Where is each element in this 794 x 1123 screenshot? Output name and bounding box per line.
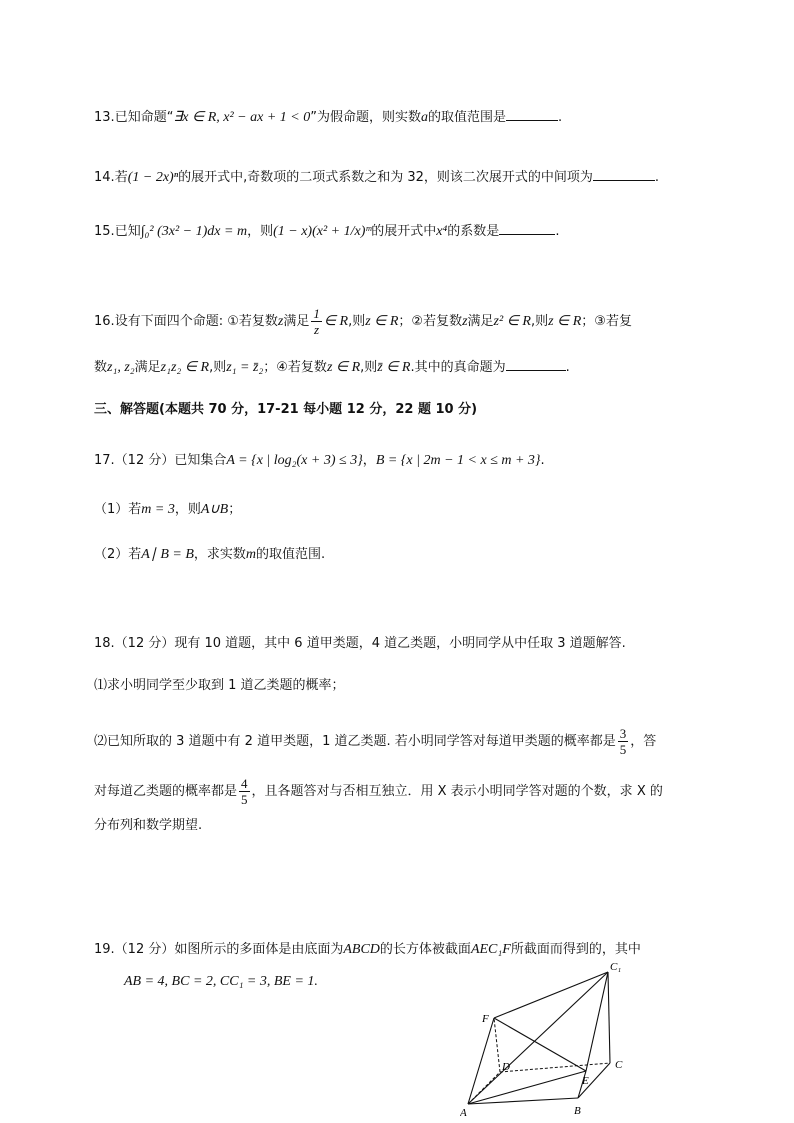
q15-number: 15. (94, 224, 115, 239)
answer-blank (506, 106, 558, 121)
q16-z1z2: z₁, z₂ (107, 360, 135, 375)
question-13 (94, 106, 562, 128)
hidden-edge-df (494, 1018, 500, 1072)
q13-end: . (557, 110, 563, 125)
q16-eq: z₁ = z̄₂ (226, 360, 264, 375)
q15-var: x⁴ (436, 224, 448, 239)
q16-sat2: 满足 (134, 360, 161, 375)
q16-p3: ；③若复 (581, 314, 632, 329)
q15-post: 的展开式中 (371, 224, 437, 239)
q17-p1-end: ； (228, 502, 242, 517)
label-f: F (482, 1013, 489, 1025)
q18-part-1: ⑴求小明同学至少取到 1 道乙类题的概率； (94, 678, 345, 693)
edge-cc1 (608, 972, 610, 1063)
q16-z: z (277, 314, 284, 329)
q15-end: . (555, 224, 560, 239)
q19-head: 19.（12 分）如图所示的多面体是由底面为 (94, 942, 344, 957)
q17-p1-union: A∪B (200, 502, 229, 517)
q17-part-1 (94, 500, 241, 520)
q17-p1-text: ，则 (174, 502, 201, 517)
q15-integral: ∫₀² (3x² − 1)dx = m (140, 224, 248, 239)
q16-sat: 满足 (467, 314, 494, 329)
question-16-cont (94, 356, 570, 378)
q17-p2-text: ，求实数 (193, 547, 246, 562)
edge-ec1 (586, 972, 608, 1071)
q17-part-2 (94, 545, 325, 565)
q16-number: 16. (94, 314, 115, 329)
q16-l2-pre: 数 (94, 360, 108, 375)
question-16 (94, 306, 632, 337)
q18-frac-3-5: $\frac{3}{5}$ (619, 726, 627, 757)
q16-tail: .其中的真命题为 (410, 360, 506, 375)
q16-z-in-r-2: z ∈ R (548, 314, 582, 329)
q18-part-2-end: 分布列和数学期望. (94, 818, 203, 833)
q16-zbar: z̄ ∈ R (377, 360, 411, 375)
question-19 (94, 940, 641, 960)
q17-end: . (540, 453, 545, 468)
question-15 (94, 220, 559, 242)
q15-expr: (1 − x)(x² + 1/x)ᵐ (273, 224, 372, 239)
q17-p2-label: （2）若 (94, 547, 142, 562)
q13-post: ”为假命题，则实数 (310, 110, 421, 125)
q13-pre: 已知命题“ (114, 110, 174, 125)
label-d: D (502, 1061, 510, 1073)
q16-then2: ,则 (530, 314, 549, 329)
q16-then3: ,则 (209, 360, 227, 375)
section-heading: 三、解答题(本题共 70 分，17-21 每小题 12 分，22 题 10 分) (94, 402, 478, 417)
q19-abcd: ABCD (343, 942, 380, 957)
question-17 (94, 451, 545, 471)
q16-z-in-r: z ∈ R (365, 314, 399, 329)
q18-p2c-text: 对每道乙类题的概率都是 (94, 784, 238, 799)
q16-zr: z ∈ R (326, 360, 361, 375)
q18-frac-4-5: $\frac{4}{5}$ (241, 776, 248, 807)
label-e: E (582, 1075, 589, 1087)
q13-var: a (420, 110, 428, 125)
question-18: 18.（12 分）现有 10 道题，其中 6 道甲类题，4 道乙类题，小明同学从中任取 3 道题解答. (94, 636, 626, 651)
q16-in-r: ∈ R (323, 314, 349, 329)
hidden-edge-dc (500, 1063, 610, 1072)
label-a: A (460, 1107, 467, 1119)
q13-number: 13. (94, 110, 115, 125)
q17-p2-end: 的取值范围. (256, 547, 326, 562)
answer-blank (506, 356, 566, 371)
q14-pre: 若 (114, 170, 128, 185)
label-c: C (615, 1059, 623, 1071)
q16-fraction: $\frac{1}{z}$ (313, 306, 320, 337)
q16-prod: z₁z₂ ∈ R (160, 360, 210, 375)
q17-set-b: B = {x | 2m − 1 < x ≤ m + 3} (375, 453, 541, 468)
q17-set-a: A = {x | log₂(x + 3) ≤ 3} (226, 453, 363, 468)
q14-post: 的展开式中,奇数项的二项式系数之和为 32，则该二次展开式的中间项为 (178, 170, 593, 185)
polyhedron-figure (460, 960, 640, 1120)
q18-part-2-cont (94, 776, 663, 807)
q18-p2-tail: ，答 (630, 734, 657, 749)
q17-p2-var: m (245, 547, 257, 562)
q19-mid: 的长方体被截面 (379, 942, 471, 957)
q16-then1: ,则 (348, 314, 366, 329)
q13-tail: 的取值范围是 (427, 110, 506, 125)
q19-conditions (124, 972, 318, 992)
q18-p2d-text: ，且各题答对与否相互独立．用 X 表示小明同学答对题的个数，求 X 的 (251, 784, 663, 799)
edge-fc1 (494, 972, 608, 1018)
q16-z: z (462, 314, 468, 329)
answer-blank (499, 220, 555, 235)
q16-then4: ,则 (360, 360, 378, 375)
q16-pre: 设有下面四个命题: ①若复数 (114, 314, 278, 329)
q13-math: ∃x ∈ R, x² − ax + 1 < 0 (173, 110, 311, 125)
label-c1: C₁ (610, 961, 622, 973)
q15-pre: 已知 (114, 224, 141, 239)
q17-sep: ， (362, 453, 376, 468)
q17-p1-label: （1）若 (94, 502, 142, 517)
q16-end: . (565, 360, 570, 375)
question-14 (94, 166, 659, 188)
q17-p2-math: A∣ B = B (141, 547, 194, 562)
q19-cond-math: AB = 4, BC = 2, CC₁ = 3, BE = 1. (124, 974, 318, 989)
q14-end: . (654, 170, 660, 185)
q18-p2-text: ⑵已知所取的 3 道题中有 2 道甲类题，1 道乙类题. 若小明同学答对每道甲类题的概率都是 (94, 734, 616, 749)
q15-tail: 的系数是 (447, 224, 500, 239)
answer-blank (593, 166, 655, 181)
q16-p4: ；④若复数 (263, 360, 327, 375)
q14-number: 14. (94, 170, 115, 185)
q17-p1-math: m = 3 (141, 502, 175, 517)
q14-math: (1 − 2x)ⁿ (127, 170, 179, 185)
q19-tail: 所截面而得到的，其中 (510, 942, 641, 957)
label-b: B (574, 1105, 581, 1117)
q16-p2: ；②若复数 (398, 314, 463, 329)
q16-sat: 满足 (283, 314, 310, 329)
q17-head: 17.（12 分）已知集合 (94, 453, 227, 468)
q16-p2-math: z² ∈ R (493, 314, 531, 329)
q18-part-2 (94, 726, 656, 757)
q15-mid: ，则 (247, 224, 274, 239)
q19-section: AEC₁F (470, 942, 511, 957)
